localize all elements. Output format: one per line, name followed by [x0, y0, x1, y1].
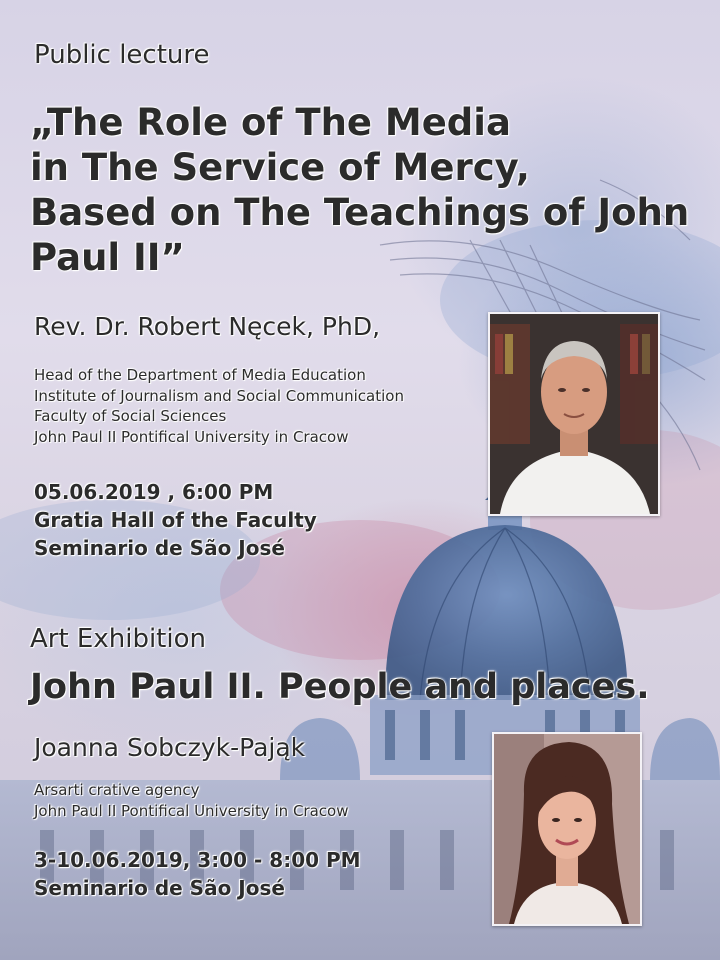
artist-affiliation	[34, 780, 348, 821]
speaker-photo	[488, 312, 660, 516]
speaker-name: Rev. Dr. Robert Nęcek, PhD,	[34, 312, 381, 341]
lecture-title-line: Based on The Teachings of John	[30, 191, 690, 234]
lecture-title-line: „The Role of The Media	[30, 101, 511, 144]
portrait-woman-icon	[494, 734, 640, 924]
portrait-man-icon	[490, 314, 658, 514]
lecture-details	[34, 478, 317, 562]
speaker-affiliation	[34, 365, 404, 447]
affiliation-line: John Paul II Pontifical University in Cracow	[34, 801, 349, 820]
exhibition-details	[34, 846, 361, 902]
exhibition-title: John Paul II. People and places.	[30, 667, 650, 707]
affiliation-line: Faculty of Social Sciences	[34, 407, 227, 425]
affiliation-line: John Paul II Pontifical University in Cracow	[34, 427, 349, 446]
lecture-title-line: in The Service of Mercy,	[30, 146, 530, 189]
artist-photo	[492, 732, 642, 926]
lecture-datetime: 05.06.2019 , 6:00 PM	[34, 480, 274, 504]
affiliation-line: Head of the Department of Media Education	[34, 366, 366, 384]
artist-name: Joanna Sobczyk-Pająk	[34, 733, 306, 762]
affiliation-line: Arsarti crative agency	[34, 781, 200, 799]
lecture-title	[30, 100, 710, 280]
affiliation-line: Institute of Journalism and Social Communication	[34, 386, 404, 405]
exhibition-label: Art Exhibition	[30, 624, 206, 654]
lecture-title-line: Paul II”	[30, 236, 185, 279]
lecture-label: Public lecture	[34, 40, 210, 70]
lecture-venue-line: Seminario de São José	[34, 536, 285, 560]
exhibition-venue: Seminario de São José	[34, 876, 285, 900]
exhibition-datetime: 3-10.06.2019, 3:00 - 8:00 PM	[34, 848, 361, 872]
lecture-venue-line: Gratia Hall of the Faculty	[34, 508, 317, 532]
